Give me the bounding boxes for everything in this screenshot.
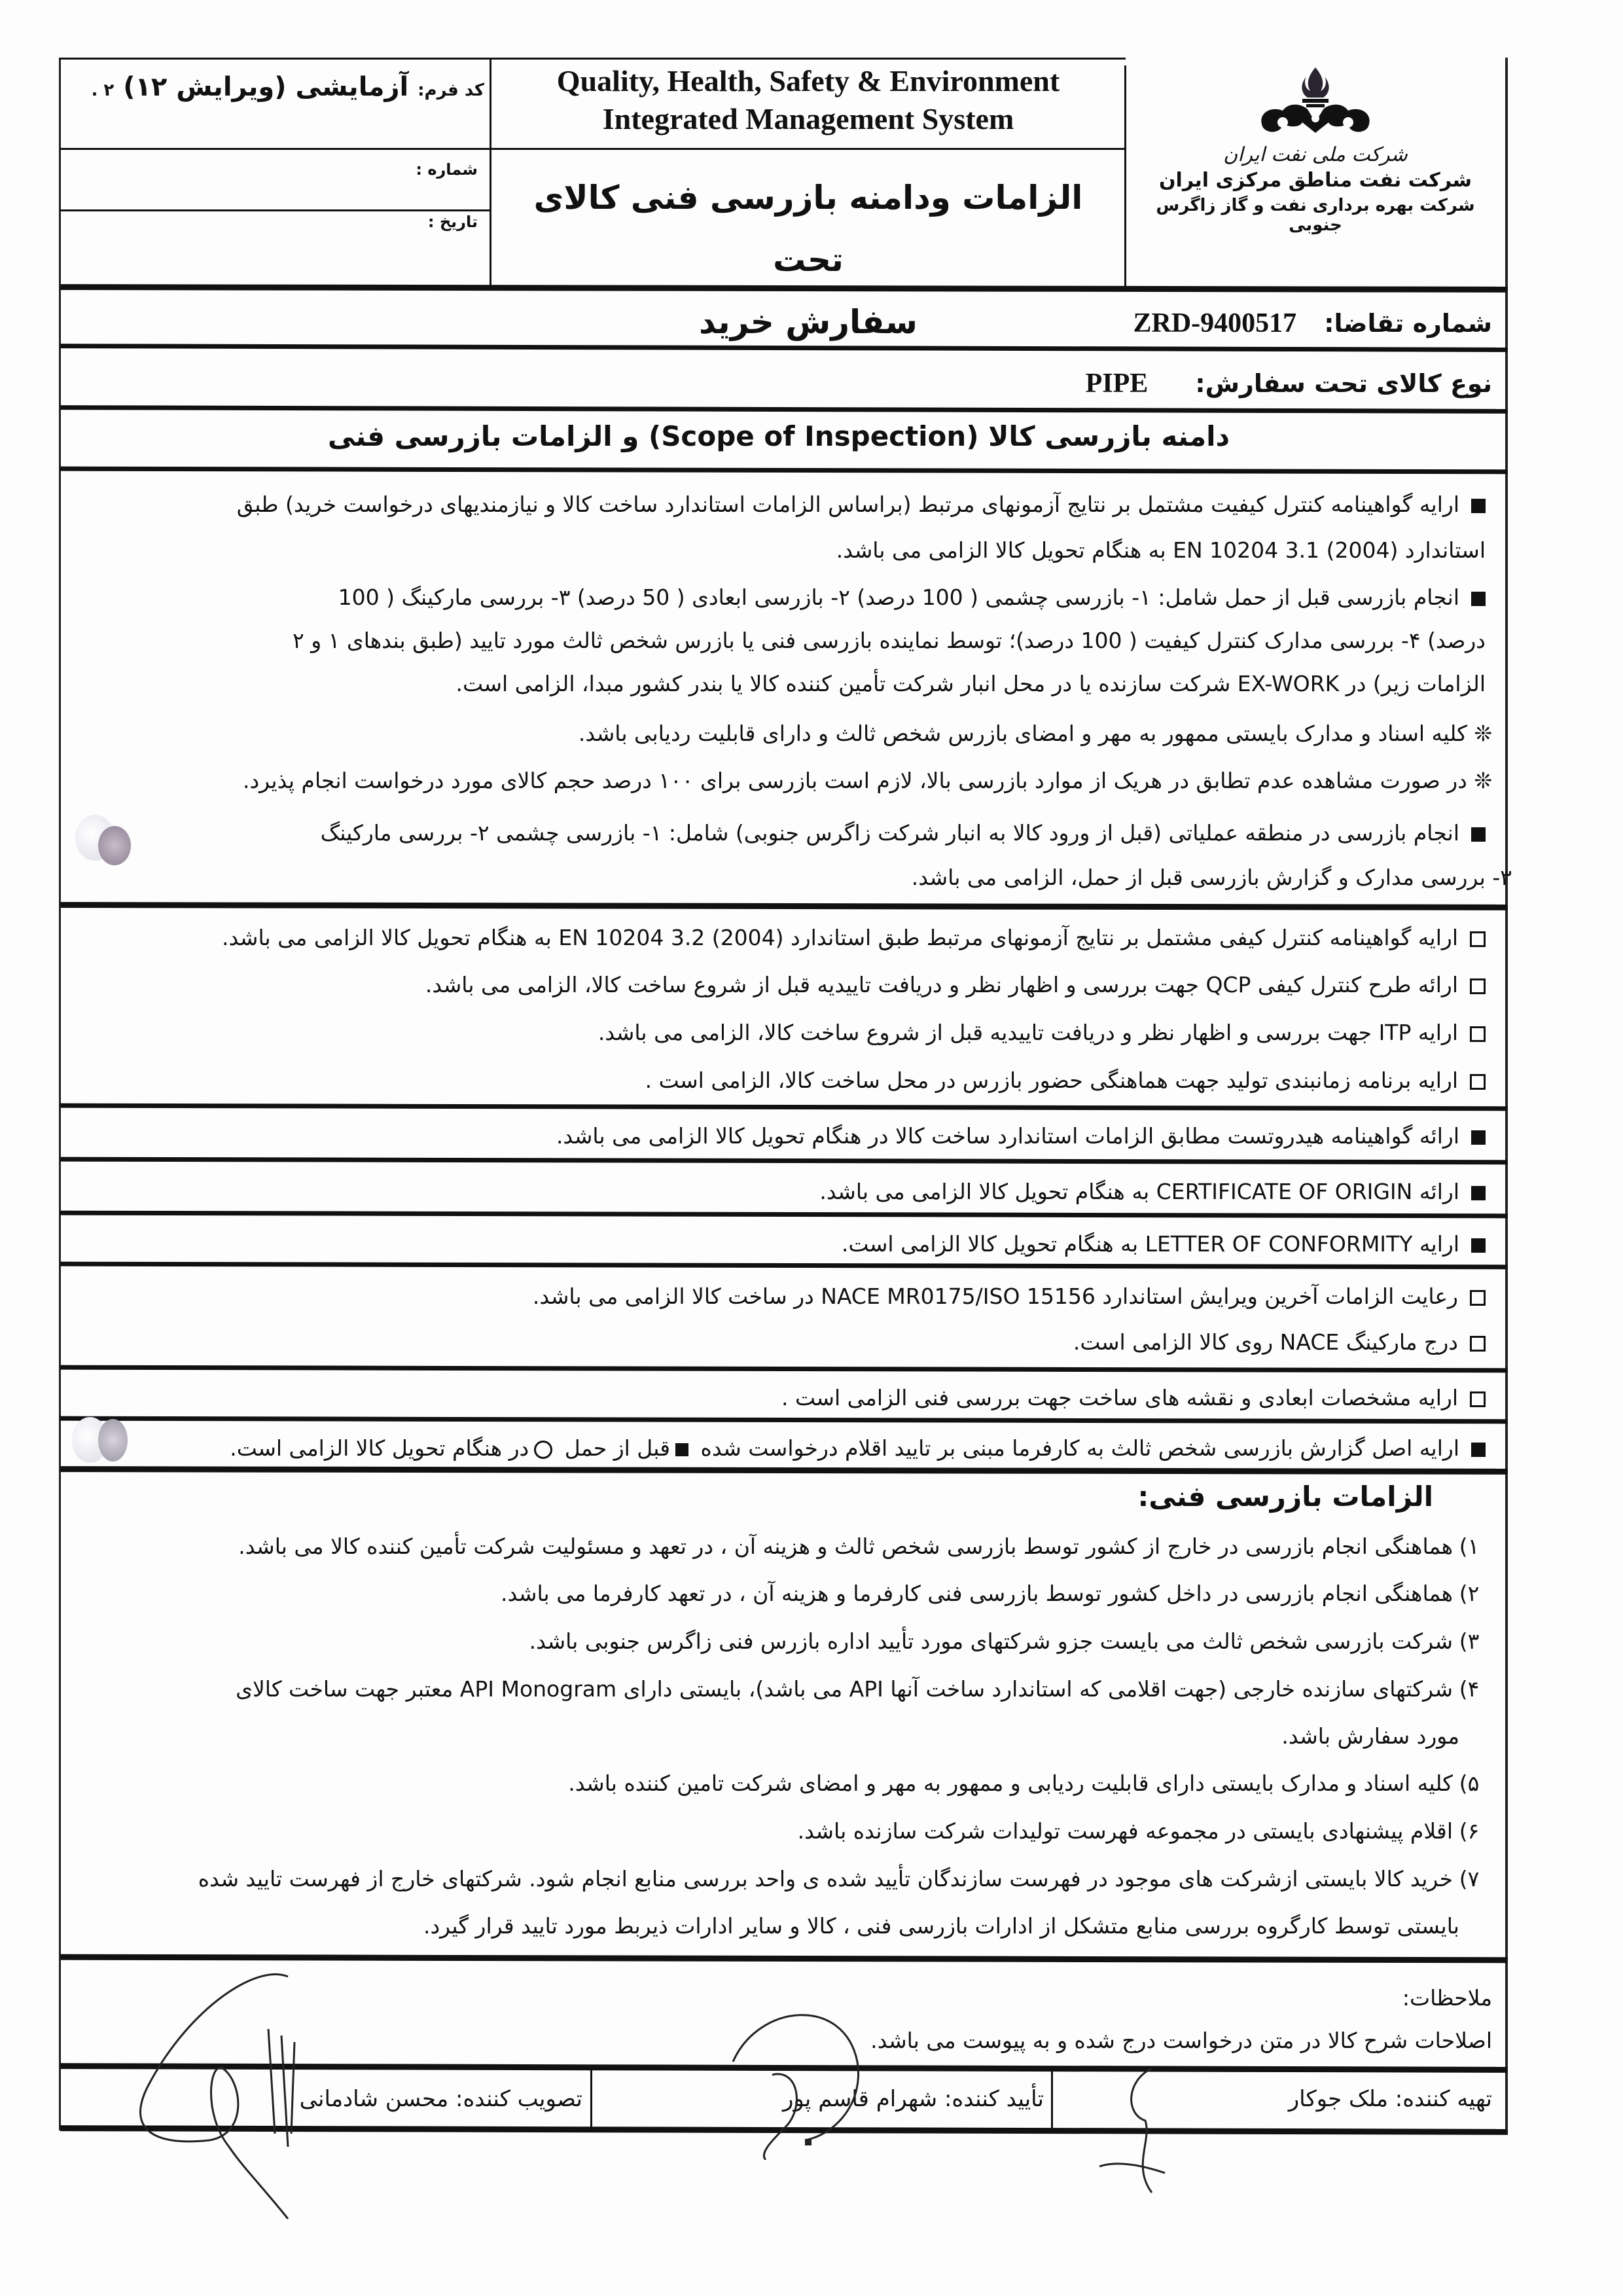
- goods-type-row: [65, 368, 1492, 399]
- requirement-text: مورد سفارش باشد.: [1281, 1723, 1459, 1749]
- section2-item-text: ارایه ITP جهت بررسی و اظهار نظر و دریافت تاییدیه قبل از شروع ساخت کالا، الزامی می باشد.: [597, 1020, 1458, 1045]
- document-title-line1: الزامات ودامنه بازرسی فنی کالای تحت: [533, 179, 1083, 279]
- requirement-text: اقلام پیشنهادی بایستی در مجموعه فهرست تولیدات شرکت سازنده باشد.: [797, 1818, 1453, 1844]
- checkbox-unchecked[interactable]: [1470, 1290, 1486, 1306]
- header-divider-right: [1124, 65, 1126, 288]
- system-title-line1: Quality, Health, Safety & Environment: [556, 64, 1060, 98]
- requirement-item: [72, 1857, 1486, 1901]
- goods-row-line: [60, 405, 1508, 414]
- requirement-item: [72, 1810, 1486, 1853]
- company-name-line2: شرکت بهره برداری نفت و گاز زاگرس جنوبی: [1156, 196, 1475, 235]
- note-symbol-icon: ❊: [1474, 768, 1492, 793]
- requirement-number: ۶): [1459, 1818, 1480, 1844]
- signature-divider: [1051, 2070, 1053, 2130]
- section2-item-text: ارایه برنامه زمانبندی تولید جهت هماهنگی حضور بازرس در محل ساخت کالا، الزامی است .: [645, 1067, 1458, 1093]
- section1-item2-cont: [72, 619, 1486, 662]
- section2-bottom-line: [60, 1103, 1508, 1111]
- date-label: تاریخ :: [427, 213, 478, 231]
- requirement-number: ۱): [1459, 1534, 1480, 1559]
- certificate-origin-text: ارائه CERTIFICATE OF ORIGIN به هنگام تحویل کالا الزامی می باشد.: [819, 1179, 1459, 1204]
- system-title-line2: Integrated Management System: [602, 102, 1014, 135]
- section1-item3-line2: ۳- بررسی مدارک و گزارش بازرسی قبل از حمل، الزامی می باشد.: [911, 865, 1512, 890]
- requirement-item-cont: [423, 1905, 1459, 1948]
- form-code-value: آزمایشی (ویرایش ۱۲): [123, 72, 409, 102]
- handwritten-signature-verifier: [707, 1990, 903, 2160]
- hydrotest-bottom-line: [60, 1157, 1508, 1165]
- requirement-number: ۵): [1459, 1770, 1480, 1796]
- third-party-report-text: ارایه اصل گزارش بازرسی شخص ثالث به کارفرما مبنی بر تایید اقلام درخواست شده: [700, 1435, 1459, 1461]
- requirement-text: هماهنگی انجام بازرسی در خارج از کشور توسط بازرسی شخص ثالث و هزینه آن ، در تعهد و مسئولیت شرکت تأمین کننده کالا می باشد.: [238, 1534, 1453, 1559]
- checkbox-unchecked[interactable]: [1470, 1391, 1486, 1407]
- number-label: شماره :: [416, 160, 478, 179]
- goods-type-label: نوع کالای تحت سفارش:: [1195, 369, 1492, 398]
- checkbox-checked[interactable]: [1471, 592, 1486, 606]
- logo-script-text: شرکت ملی نفت ایران: [1223, 143, 1408, 166]
- third-party-report-item: [72, 1427, 1486, 1470]
- signature-verified-by: تأیید کننده: شهرام قاسم پور: [782, 2086, 1044, 2112]
- checkbox-checked[interactable]: [1471, 1443, 1486, 1457]
- requirements-title: الزامات بازرسی فنی:: [1137, 1480, 1433, 1513]
- nioc-logo-icon: [1250, 62, 1381, 141]
- nace-bottom-line: [60, 1365, 1508, 1373]
- checkbox-checked[interactable]: [1471, 827, 1486, 842]
- dimensions-item: [72, 1376, 1486, 1420]
- requirement-item: [72, 1762, 1486, 1805]
- section2-item-text: ارائه طرح کنترل کیفی QCP جهت بررسی و اظهار نظر و دریافت تاییدیه قبل از شروع ساخت کالا، الزامی می باشد.: [425, 972, 1458, 997]
- requirement-number: ۷): [1459, 1866, 1480, 1892]
- request-number-label: شماره تقاضا:: [1324, 309, 1492, 338]
- request-number-value: ZRD-9400517: [1133, 308, 1297, 338]
- requirement-text: هماهنگی انجام بازرسی در داخل کشور توسط بازرسی فنی کارفرما و هزینه آن ، در تعهد کارفرما می باشد.: [501, 1581, 1453, 1606]
- requirement-number: ۳): [1459, 1628, 1480, 1654]
- form-code: [65, 72, 484, 102]
- requirement-item-cont: [1281, 1715, 1459, 1758]
- option-before-shipment-checkbox[interactable]: [675, 1443, 688, 1456]
- requirement-item: [72, 1525, 1486, 1568]
- section1-bottom-line: [60, 902, 1508, 910]
- header-row-line-1: [60, 148, 1124, 150]
- nace-item: [72, 1321, 1486, 1364]
- section1-item1-line1: ارایه گواهینامه کنترل کیفیت مشتمل بر نتایج آزمونهای مرتبط (براساس الزامات استاندارد ساخت کالا و نیازمندیهای درخواست خرید) طبق: [236, 492, 1459, 517]
- form-code-label: کد فرم:: [418, 81, 484, 100]
- section1-item3: [72, 812, 1486, 855]
- document-title-line2: سفارش خرید: [699, 303, 918, 341]
- checkbox-unchecked[interactable]: [1470, 1026, 1486, 1042]
- section1-item1-cont: [72, 529, 1486, 572]
- requirement-text: خرید کالا بایستی ازشرکت های موجود در فهرست سازندگان تأیید شده ی واحد بررسی منابع انجام شود. شرکتهای خارج از فهرست تایید شده: [198, 1866, 1453, 1892]
- section2-item: [72, 916, 1486, 960]
- nace-item-text: رعایت الزامات آخرین ویرایش استاندارد NACE MR0175/ISO 15156 در ساخت کالا الزامی می باشد.: [532, 1283, 1458, 1309]
- checkbox-unchecked[interactable]: [1470, 1336, 1486, 1352]
- requirement-number: ۲): [1459, 1581, 1480, 1606]
- checkbox-checked[interactable]: [1471, 1238, 1486, 1253]
- notes-label: ملاحظات:: [1402, 1985, 1492, 2011]
- requirement-text: شرکتهای سازنده خارجی (جهت اقلامی که استاندارد ساخت آنها API می باشد)، بایستی دارای API Monogram معتبر جهت ساخت کالای: [236, 1676, 1453, 1702]
- section1-item2-line1: انجام بازرسی قبل از حمل شامل: ۱- بازرسی چشمی ( 100 درصد) ۲- بازرسی ابعادی ( 50 درصد) ۳- بررسی مارکینگ ( 100: [338, 584, 1459, 610]
- requirement-item: [72, 1572, 1486, 1615]
- header-row-line-2: [60, 209, 490, 211]
- section1-note2-text: در صورت مشاهده عدم تطابق در هریک از موارد بازرسی بالا، لازم است بازرسی برای ۱۰۰ درصد حجم کالای مورد درخواست انجام پذیرد.: [242, 768, 1467, 793]
- requirement-item: [72, 1668, 1486, 1711]
- note-symbol-icon: ❊: [1474, 721, 1492, 746]
- option-on-delivery-radio[interactable]: [534, 1441, 552, 1459]
- letter-conformity-text: ارایه LETTER OF CONFORMITY به هنگام تحویل کالا الزامی است.: [841, 1231, 1459, 1257]
- checkbox-checked[interactable]: [1471, 1186, 1486, 1200]
- handwritten-signature-approver: [92, 1950, 353, 2225]
- section2-item: [72, 1011, 1486, 1054]
- requirement-text: شرکت بازرسی شخص ثالث می بایست جزو شرکتهای مورد تأیید اداره بازرس فنی زاگرس جنوبی باشد.: [529, 1628, 1453, 1654]
- signature-prepared-by: تهیه کننده: ملک جوکار: [1288, 2086, 1492, 2112]
- request-number-row: [65, 308, 1492, 339]
- section2-item: [72, 1059, 1486, 1102]
- letter-conformity-item: [72, 1223, 1486, 1266]
- section1-note2: [243, 759, 1492, 802]
- goods-type-value: PIPE: [1085, 368, 1149, 399]
- section1-item3-line1: انجام بازرسی در منطقه عملیاتی (قبل از ورود کالا به انبار شرکت زاگرس جنوبی) شامل: ۱- بازرسی چشمی ۲- بررسی مارکینگ: [320, 820, 1459, 846]
- nace-item-text: درج مارکینگ NACE روی کالا الزامی است.: [1073, 1329, 1458, 1355]
- frame-left-border: [59, 58, 61, 2130]
- form-code-suffix: ۲ .: [91, 81, 115, 100]
- section1-item3-cont: [912, 856, 1512, 899]
- signature-approved-by: تصویب کننده: محسن شادمانی: [299, 2086, 582, 2112]
- checkbox-unchecked[interactable]: [1470, 1074, 1486, 1090]
- checkbox-checked[interactable]: [1471, 499, 1486, 513]
- company-logo-block: [1132, 62, 1499, 285]
- scope-title-line: [60, 467, 1508, 475]
- hydrotest-item: [72, 1115, 1486, 1158]
- signature-divider: [590, 2068, 592, 2127]
- requirement-text: کلیه اسناد و مدارک بایستی دارای قابلیت ردیابی و ممهور به مهر و امضای شرکت تامین کننده باشد.: [568, 1770, 1453, 1796]
- section1-item2-line2: درصد) ۴- بررسی مدارک کنترل کیفیت ( 100 درصد)؛ توسط نماینده بازرسی فنی یا بازرس شخص ثالث مورد تایید (طبق بندهای ۱ و ۲: [293, 628, 1486, 653]
- checkbox-unchecked[interactable]: [1470, 931, 1486, 947]
- checkbox-unchecked[interactable]: [1470, 978, 1486, 994]
- requirement-item: [72, 1620, 1486, 1663]
- header-divider-left: [490, 58, 491, 287]
- section1-item2-cont2: [72, 662, 1486, 706]
- scan-artifact: [98, 1419, 128, 1462]
- company-name-line1: شرکت نفت مناطق مرکزی ایران: [1158, 169, 1472, 192]
- handwritten-signature-preparer: [1073, 2062, 1204, 2206]
- section1-item1: [72, 483, 1486, 526]
- scope-title: دامنه بازرسی کالا (Scope of Inspection) و الزامات بازرسی فنی: [327, 420, 1230, 452]
- header-top-border: [59, 58, 1126, 60]
- dimensions-text: ارایه مشخصات ابعادی و نقشه های ساخت جهت بررسی فنی الزامی است .: [781, 1385, 1458, 1410]
- hydrotest-text: ارائه گواهینامه هیدروتست مطابق الزامات استاندارد ساخت کالا در هنگام تحویل کالا الزامی می باشد.: [556, 1123, 1459, 1149]
- header-bottom-line: [60, 284, 1508, 293]
- nace-item: [72, 1275, 1486, 1318]
- requirement-number: ۴): [1459, 1676, 1480, 1702]
- certificate-origin-item: [72, 1170, 1486, 1213]
- section2-item: [72, 963, 1486, 1007]
- checkbox-checked[interactable]: [1471, 1130, 1486, 1145]
- section1-note1-text: کلیه اسناد و مدارک بایستی ممهور به مهر و امضای بازرس شخص ثالث و دارای قابلیت ردیابی باشد.: [578, 721, 1467, 746]
- system-title: [497, 62, 1119, 138]
- requirement-text: بایستی توسط کارگروه بررسی منابع متشکل از ادارات بازرسی فنی ، کالا و سایر ادارات ذیربط مورد تایید قرار گیرد.: [423, 1913, 1459, 1939]
- section1-note1: [579, 712, 1492, 755]
- option-before-shipment-label: قبل از حمل: [564, 1435, 671, 1461]
- notes-text: اصلاحات شرح کالا در متن درخواست درج شده و به پیوست می باشد.: [870, 2028, 1492, 2053]
- option-on-delivery-label: در هنگام تحویل کالا الزامی است.: [230, 1435, 529, 1461]
- section1-item2: [72, 576, 1486, 619]
- section1-item1-line2: استاندارد (2004) EN 10204 3.1 به هنگام تحویل کالا الزامی می باشد.: [836, 537, 1486, 563]
- section1-item2-line3: الزامات زیر) در EX-WORK شرکت سازنده یا در محل انبار شرکت تأمین کننده کالا یا بندر کشور مبدا، الزامی است.: [455, 671, 1486, 696]
- scan-artifact: [98, 826, 131, 865]
- section2-item-text: ارایه گواهینامه کنترل کیفی مشتمل بر نتایج آزمونهای مرتبط طبق استاندارد (2004) EN 10204 3.2 به هنگام تحویل کالا الزامی می باشد.: [221, 925, 1458, 950]
- frame-right-border: [1505, 58, 1508, 2130]
